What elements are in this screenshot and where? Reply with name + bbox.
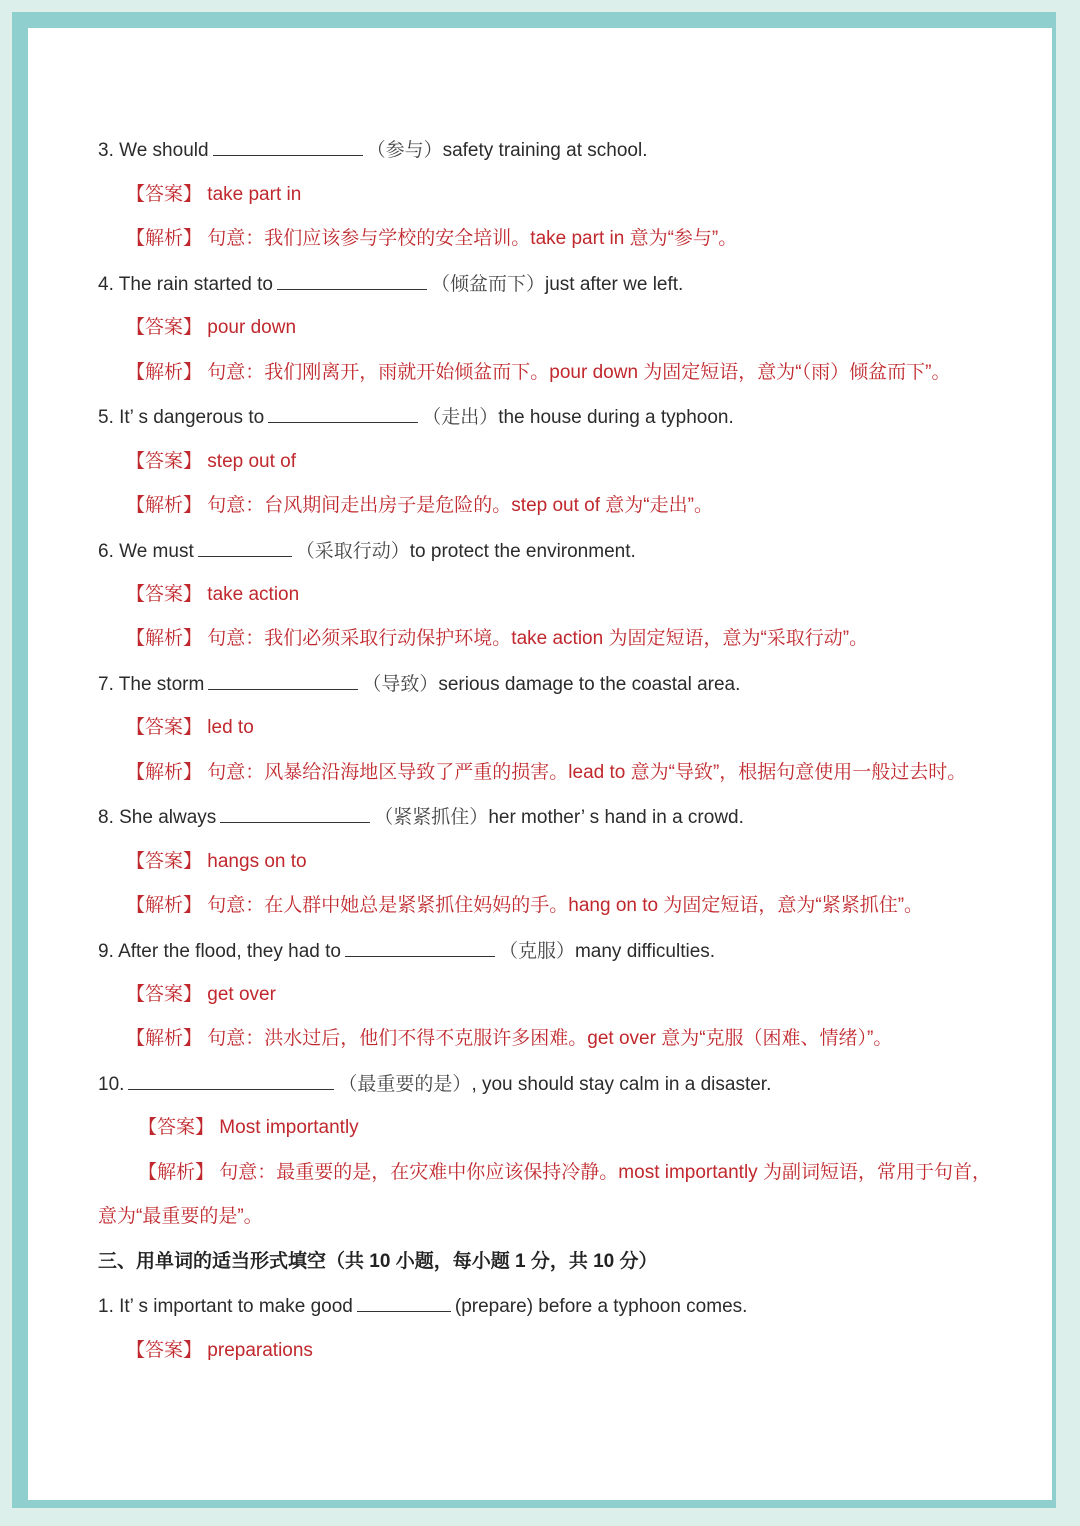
answer-text: Most importantly: [219, 1117, 359, 1138]
question-text: (prepare) before a typhoon comes.: [454, 1296, 748, 1317]
question-text: 1. It’ s important to make good: [98, 1296, 353, 1317]
answer-text: preparations: [207, 1340, 313, 1361]
answer-tag: 【答案】: [126, 184, 203, 205]
chinese-hint: （最重要的是）: [338, 1074, 472, 1095]
answer-blank: [345, 938, 495, 957]
chinese-hint: （倾盆而下）: [430, 274, 545, 295]
explanation-tag: 【解析】: [126, 762, 203, 783]
explanation-tag: 【解析】: [138, 1162, 215, 1183]
answer-tag: 【答案】: [126, 984, 203, 1005]
question-text: the house during a typhoon.: [498, 407, 734, 428]
answer-7: [126, 715, 254, 741]
explanation-tag: 【解析】: [126, 228, 203, 249]
answer-blank: [213, 137, 363, 156]
answer-6: [126, 582, 299, 608]
explanation-tag: 【解析】: [126, 495, 203, 516]
answer-text: take action: [207, 584, 300, 605]
chinese-hint: （走出）: [422, 407, 499, 428]
answer-3: [126, 182, 301, 208]
answer-tag: 【答案】: [126, 851, 203, 872]
question-8: [98, 804, 744, 831]
document-page: [28, 28, 1052, 1500]
explanation-6: [126, 626, 868, 652]
explanation-text: 句意：台风期间走出房子是危险的。step out of 意为“走出”。: [207, 495, 713, 516]
explanation-5: [126, 493, 713, 519]
question-text: serious damage to the coastal area.: [438, 674, 741, 695]
question-3: [98, 137, 647, 164]
question-text: 3. We should: [98, 140, 209, 161]
question-5: [98, 404, 734, 431]
explanation-7: [126, 760, 966, 786]
explanation-tag: 【解析】: [126, 895, 203, 916]
explanation-4: [126, 360, 950, 386]
answer-tag: 【答案】: [126, 717, 203, 738]
explanation-tag: 【解析】: [126, 362, 203, 383]
answer-9: [126, 982, 276, 1008]
section3-question-1: [98, 1293, 747, 1320]
explanation-text: 句意：我们应该参与学校的安全培训。take part in 意为“参与”。: [207, 228, 738, 249]
answer-blank: [277, 271, 427, 290]
section-heading: 三、用单词的适当形式填空（共 10 小题，每小题 1 分，共 10 分）: [98, 1251, 658, 1272]
explanation-text: 句意：我们必须采取行动保护环境。take action 为固定短语，意为“采取行动”。: [207, 628, 869, 649]
chinese-hint: （紧紧抓住）: [374, 807, 489, 828]
answer-tag: 【答案】: [126, 584, 203, 605]
answer-tag: 【答案】: [126, 317, 203, 338]
answer-blank: [220, 804, 370, 823]
question-text: her mother’ s hand in a crowd.: [488, 807, 744, 828]
answer-tag: 【答案】: [126, 451, 203, 472]
question-10: [98, 1071, 771, 1098]
answer-text: get over: [207, 984, 276, 1005]
question-text: many difficulties.: [574, 941, 716, 962]
explanation-3: [126, 226, 737, 252]
question-9: [98, 938, 715, 965]
chinese-hint: （采取行动）: [295, 541, 410, 562]
explanation-8: [126, 893, 923, 919]
explanation-text: 句意：在人群中她总是紧紧抓住妈妈的手。hang on to 为固定短语，意为“紧紧抓住”。: [207, 895, 924, 916]
question-text: , you should stay calm in a disaster.: [471, 1074, 772, 1095]
answer-text: take part in: [207, 184, 302, 205]
question-text: 5. It’ s dangerous to: [98, 407, 265, 428]
question-text: 6. We must: [98, 541, 194, 562]
answer-tag: 【答案】: [126, 1340, 203, 1361]
explanation-10-continued: [98, 1204, 263, 1230]
explanation-text: 句意：风暴给沿海地区导致了严重的损害。lead to 意为“导致”，根据句意使用一般过去时。: [207, 762, 967, 783]
section3-answer-1: [126, 1338, 313, 1364]
answer-10: [138, 1115, 359, 1141]
question-text: 9. After the flood, they had to: [98, 941, 341, 962]
answer-text: hangs on to: [207, 851, 307, 872]
explanation-10: [138, 1160, 991, 1186]
answer-blank: [268, 404, 418, 423]
question-text: safety training at school.: [442, 140, 648, 161]
answer-tag: 【答案】: [138, 1117, 215, 1138]
explanation-9: [126, 1026, 892, 1052]
answer-blank: [357, 1293, 451, 1312]
question-7: [98, 671, 740, 698]
answer-blank: [198, 538, 292, 557]
answer-blank: [128, 1071, 334, 1090]
answer-5: [126, 449, 296, 475]
explanation-text: 句意：最重要的是，在灾难中你应该保持冷静。most importantly 为副词短语，常用于句首，: [219, 1162, 991, 1183]
question-text: to protect the environment.: [409, 541, 636, 562]
chinese-hint: （导致）: [362, 674, 439, 695]
question-text: 7. The storm: [98, 674, 205, 695]
question-text: 4. The rain started to: [98, 274, 273, 295]
explanation-text: 句意：洪水过后，他们不得不克服许多困难。get over 意为“克服（困难、情绪）”。: [207, 1028, 893, 1049]
question-6: [98, 538, 636, 565]
chinese-hint: （克服）: [498, 941, 575, 962]
explanation-text: 句意：我们刚离开，雨就开始倾盆而下。pour down 为固定短语，意为“（雨）倾盆而下”。: [207, 362, 951, 383]
explanation-tag: 【解析】: [126, 1028, 203, 1049]
question-text: 10.: [98, 1074, 125, 1095]
answer-text: step out of: [207, 451, 297, 472]
answer-8: [126, 849, 307, 875]
chinese-hint: （参与）: [366, 140, 443, 161]
answer-text: led to: [207, 717, 254, 738]
explanation-text: 意为“最重要的是”。: [98, 1206, 263, 1227]
answer-blank: [208, 671, 358, 690]
answer-text: pour down: [207, 317, 297, 338]
explanation-tag: 【解析】: [126, 628, 203, 649]
question-text: 8. She always: [98, 807, 217, 828]
question-text: just after we left.: [545, 274, 684, 295]
answer-4: [126, 315, 296, 341]
question-4: [98, 271, 683, 298]
